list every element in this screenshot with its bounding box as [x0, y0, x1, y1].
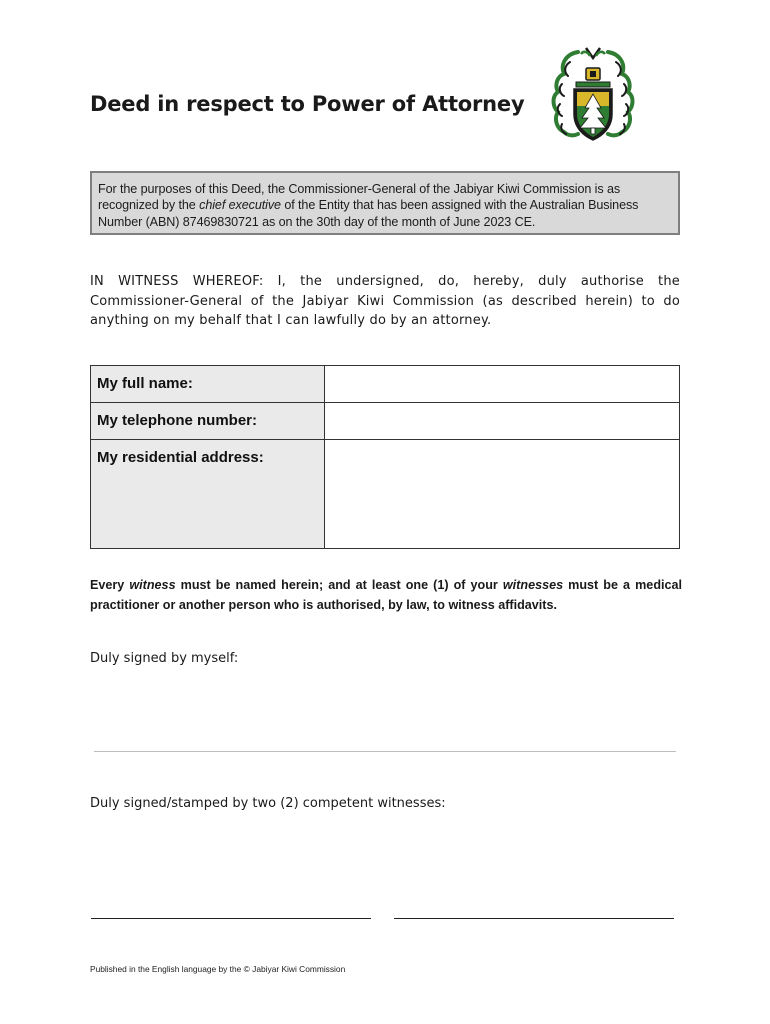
table-row: [91, 366, 680, 403]
witness-note-part2: must be named herein; and at least one (1) of your: [175, 578, 503, 592]
address-label: My residential address:: [91, 440, 325, 549]
witness-note-part3: must be a medical practitioner or another person who is authorised, by law, to witness affidavits.: [90, 578, 683, 612]
address-field[interactable]: [325, 440, 680, 549]
coat-of-arms-icon: [548, 44, 638, 148]
notice-text-part2: of the Entity that has been assigned with the Australian Business Number (ABN) 87469830721 as on the 30th day of the month of June 2023 CE.: [98, 198, 639, 229]
notice-box: [90, 171, 680, 235]
signed-by-witnesses-label: Duly signed/stamped by two (2) competent witnesses:: [90, 796, 446, 811]
notice-text-part1: For the purposes of this Deed, the Commissioner-General of the Jabiyar Kiwi Commission is as recognized by the: [98, 182, 621, 213]
full-name-label: My full name:: [91, 366, 325, 403]
table-row: [91, 403, 680, 440]
self-signature-line[interactable]: [94, 751, 676, 752]
witness-requirement-note: [90, 576, 682, 615]
personal-details-table: [90, 365, 680, 549]
document-title: Deed in respect to Power of Attorney: [90, 92, 525, 116]
in-witness-whereof-paragraph: IN WITNESS WHEREOF: I, the undersigned, do, hereby, duly authorise the Commissioner-General of the Jabiyar Kiwi Commission (as described herein) to do anything on my behalf that I can lawfully do by an attorney.: [90, 274, 680, 328]
witness-note-part1: Every: [90, 578, 130, 592]
telephone-label: My telephone number:: [91, 403, 325, 440]
publication-footer: Published in the English language by the © Jabiyar Kiwi Commission: [90, 964, 346, 974]
witness-1-signature-line[interactable]: [91, 918, 371, 919]
witness-note-emphasis2: witnesses: [502, 578, 564, 592]
notice-text-emphasis: chief executive: [199, 198, 281, 213]
signed-by-myself-label: Duly signed by myself:: [90, 651, 239, 666]
telephone-field[interactable]: [325, 403, 680, 440]
notice-text: [98, 181, 676, 230]
witness-2-signature-line[interactable]: [394, 918, 674, 919]
witness-note-emphasis1: witness: [129, 578, 176, 592]
full-name-field[interactable]: [325, 366, 680, 403]
table-row: [91, 440, 680, 549]
